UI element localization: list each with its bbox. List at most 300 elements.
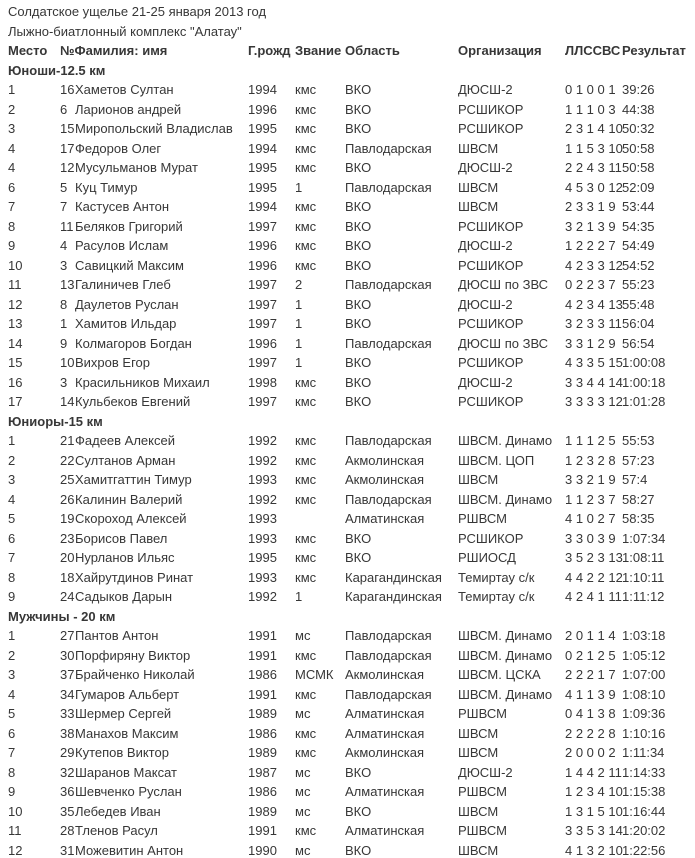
result-cell: 44:38 [622,101,655,117]
penalties-cell: 1 2 3 2 8 [565,452,616,468]
place-cell: 7 [8,199,16,214]
region-cell: Павлодарская [345,647,432,663]
result-cell: 54:52 [622,257,655,273]
penalties-cell: 4 2 3 4 13 [565,296,623,312]
org-cell: ШВСМ [458,745,499,760]
table-row [8,841,695,858]
org-cell: ШВСМ. ЦОП [458,452,535,468]
name-cell: Шаранов Максат [75,764,177,780]
rank-cell: кмс [295,472,317,487]
name-cell: Красильников Михаил [75,374,210,390]
bib-cell: 3 [60,257,68,273]
birth-cell: 1997 [248,355,277,370]
org-cell: РСШИКОР [458,355,524,370]
penalties-cell: 4 2 3 3 12 [565,257,623,273]
bib-cell: 14 [60,394,75,409]
bib-cell: 29 [60,745,75,760]
result-cell: 58:27 [622,491,655,507]
rank-cell: 1 [295,355,303,370]
place-cell: 1 [8,433,16,448]
penalties-cell: 4 3 3 5 15 [565,355,623,370]
table-row [8,178,695,198]
birth-cell: 1993 [248,569,277,585]
rank-cell: кмс [295,725,317,741]
birth-cell: 1997 [248,218,277,234]
result-cell: 50:58 [622,140,655,156]
birth-cell: 1986 [248,667,277,682]
org-cell: ШВСМ. Динамо [458,628,553,643]
org-cell: ШВСМ. Динамо [458,647,553,663]
org-cell: РСШИКОР [458,218,524,234]
bib-cell: 35 [60,803,75,819]
penalties-cell: 4 5 3 0 12 [565,179,623,195]
result-cell: 58:35 [622,511,655,526]
region-cell: ВКО [345,101,372,117]
name-cell: Вихров Егор [75,355,150,370]
org-cell: РСШИКОР [458,257,524,273]
result-cell: 53:44 [622,199,655,214]
region-cell: Павлодарская [345,686,432,702]
penalties-cell: 2 3 3 1 9 [565,199,616,214]
bib-cell: 5 [60,179,68,195]
name-cell: Порфиряну Виктор [75,647,191,663]
table-row [8,548,695,568]
event-title: Солдатское ущелье 21-25 января 2013 год [8,4,267,19]
place-cell: 2 [8,647,16,663]
bib-cell: 18 [60,569,75,585]
org-cell: РШВСМ [458,706,507,721]
org-cell: РСШИКОР [458,101,524,117]
table-row [8,80,695,100]
penalties-cell: 3 5 2 3 13 [565,550,623,565]
region-cell: Павлодарская [345,277,432,292]
penalties-cell: 3 3 0 3 9 [565,530,616,546]
bib-cell: 24 [60,589,75,604]
venue-title: Лыжно-биатлонный комплекс "Алатау" [8,23,242,39]
rank-cell: кмс [295,101,317,117]
birth-cell: 1994 [248,199,277,214]
org-cell: ДЮСШ-2 [458,764,513,780]
birth-cell: 1989 [248,745,277,760]
place-cell: 15 [8,355,23,370]
place-cell: 10 [8,257,23,273]
penalties-cell: 3 2 3 3 11 [565,316,622,331]
org-cell: ШВСМ [458,725,499,741]
rank-cell: 1 [295,179,303,195]
result-cell: 50:32 [622,121,655,136]
region-cell: Алматинская [345,725,425,741]
birth-cell: 1993 [248,511,277,526]
result-cell: 54:49 [622,238,655,253]
table-row [8,724,695,744]
region-cell: Акмолинская [345,472,425,487]
bib-cell: 12 [60,160,75,175]
result-cell: 1:00:08 [622,355,666,370]
table-row [8,704,695,724]
penalties-cell: 4 2 4 1 11 [565,589,622,604]
bib-cell: 26 [60,491,75,507]
org-cell: Темиртау с/к [458,589,535,604]
region-cell: Карагандинская [345,569,442,585]
birth-cell: 1989 [248,803,277,819]
result-cell: 1:22:56 [622,842,666,858]
birth-cell: 1989 [248,706,277,721]
rank-cell: кмс [295,745,317,760]
rank-cell: 1 [295,316,303,331]
result-cell: 50:58 [622,160,655,175]
bib-cell: 23 [60,530,75,546]
rank-cell: мс [295,764,311,780]
bib-cell: 28 [60,823,75,838]
region-cell: ВКО [345,530,372,546]
bib-cell: 34 [60,686,75,702]
birth-cell: 1993 [248,472,277,487]
birth-cell: 1998 [248,374,277,390]
name-cell: Хамитов Ильдар [75,316,177,331]
place-cell: 6 [8,530,16,546]
name-cell: Кутепов Виктор [75,745,169,760]
birth-cell: 1986 [248,784,277,799]
table-row [8,529,695,549]
region-cell: Павлодарская [345,491,432,507]
bib-cell: 21 [60,433,75,448]
region-cell: ВКО [345,764,372,780]
name-cell: Брайченко Николай [75,667,195,682]
table-row [8,119,695,139]
place-cell: 14 [8,335,23,351]
name-cell: Лебедев Иван [75,803,161,819]
table-row [8,685,695,705]
name-cell: Куц Тимур [75,179,138,195]
org-cell: ДЮСШ-2 [458,296,513,312]
place-cell: 13 [8,316,23,331]
penalties-cell: 2 3 1 4 10 [565,121,623,136]
region-cell: Алматинская [345,511,425,526]
bib-cell: 11 [60,218,74,234]
table-row [8,626,695,646]
bib-cell: 8 [60,296,68,312]
place-cell: 4 [8,491,16,507]
org-cell: РСШИКОР [458,121,524,136]
org-cell: РСШИКОР [458,316,524,331]
birth-cell: 1992 [248,433,277,448]
place-cell: 11 [8,823,22,838]
penalties-cell: 3 3 4 4 14 [565,374,623,390]
penalties-cell: 4 1 0 2 7 [565,511,616,526]
penalties-cell: 3 3 3 3 12 [565,394,623,409]
birth-cell: 1986 [248,725,277,741]
bib-cell: 37 [60,667,75,682]
place-cell: 9 [8,784,16,799]
name-cell: Беляков Григорий [75,218,183,234]
name-cell: Даулетов Руслан [75,296,179,312]
bib-cell: 31 [60,842,75,858]
rank-cell: 1 [295,296,303,312]
bib-cell: 38 [60,725,75,741]
rank-cell: кмс [295,394,317,409]
penalties-cell: 1 1 1 2 5 [565,433,616,448]
rank-cell: кмс [295,199,317,214]
birth-cell: 1991 [248,686,277,702]
header-rank: Звание [295,43,342,58]
penalties-cell: 0 1 0 0 1 [565,82,616,97]
result-cell: 1:15:38 [622,784,666,799]
rank-cell: мс [295,842,311,858]
name-cell: Колмагоров Богдан [75,335,192,351]
org-cell: ДЮСШ-2 [458,82,513,97]
place-cell: 6 [8,725,16,741]
org-cell: ШВСМ [458,199,499,214]
org-cell: РШВСМ [458,784,507,799]
penalties-cell: 1 2 3 4 10 [565,784,623,799]
section-title: Юниоры-15 км [8,413,103,429]
table-row [8,568,695,588]
result-cell: 55:53 [622,433,655,448]
result-cell: 54:35 [622,218,655,234]
region-cell: ВКО [345,296,372,312]
table-row [8,256,695,276]
penalties-cell: 1 3 1 5 10 [565,803,623,819]
birth-cell: 1996 [248,238,277,253]
header-penalties: ЛЛССВС [565,43,621,58]
bib-cell: 33 [60,706,75,721]
bib-cell: 6 [60,101,68,117]
place-cell: 8 [8,764,16,780]
table-row [8,743,695,763]
penalties-cell: 2 0 1 1 4 [565,628,616,643]
table-row [8,236,695,256]
rank-cell: кмс [295,257,317,273]
place-cell: 10 [8,803,23,819]
name-cell: Хамитгаттин Тимур [75,472,192,487]
region-cell: ВКО [345,803,372,819]
result-cell: 52:09 [622,179,655,195]
table-header [8,41,695,61]
result-cell: 1:08:10 [622,686,666,702]
region-cell: Акмолинская [345,667,425,682]
result-cell: 1:03:18 [622,628,666,643]
region-cell: ВКО [345,316,372,331]
penalties-cell: 2 2 2 2 8 [565,725,616,741]
place-cell: 8 [8,218,16,234]
bib-cell: 16 [60,82,75,97]
org-cell: ДЮСШ по ЗВС [458,277,549,292]
org-cell: РСШИКОР [458,530,524,546]
org-cell: РСШИКОР [458,394,524,409]
birth-cell: 1991 [248,647,277,663]
rank-cell: кмс [295,823,317,838]
penalties-cell: 4 1 3 2 10 [565,842,623,858]
region-cell: ВКО [345,842,372,858]
rank-cell: кмс [295,686,317,702]
bib-cell: 17 [60,140,75,156]
birth-cell: 1997 [248,277,277,292]
rank-cell: мс [295,706,311,721]
bib-cell: 4 [60,238,68,253]
name-cell: Тленов Расул [75,823,158,838]
org-cell: РШВСМ [458,823,507,838]
table-row [8,665,695,685]
bib-cell: 20 [60,550,75,565]
header-result: Результат [622,43,686,58]
name-cell: Федоров Олег [75,140,162,156]
penalties-cell: 1 2 2 2 7 [565,238,616,253]
place-cell: 3 [8,667,16,682]
region-cell: ВКО [345,374,372,390]
rank-cell: кмс [295,550,317,565]
bib-cell: 15 [60,121,75,136]
place-cell: 2 [8,452,16,468]
rank-cell: кмс [295,374,317,390]
org-cell: ШВСМ [458,179,499,195]
name-cell: Шевченко Руслан [75,784,182,799]
name-cell: Можевитин Антон [75,842,184,858]
name-cell: Ларионов андрей [75,101,182,117]
birth-cell: 1992 [248,452,277,468]
org-cell: ШВСМ. Динамо [458,686,553,702]
place-cell: 9 [8,238,16,253]
rank-cell: кмс [295,140,317,156]
place-cell: 4 [8,686,16,702]
rank-cell: кмс [295,433,317,448]
table-row [8,490,695,510]
rank-cell: МСМК [295,667,334,682]
birth-cell: 1992 [248,491,277,507]
org-cell: ШВСМ [458,140,499,156]
result-cell: 1:01:28 [622,394,666,409]
header-name: №Фамилия: имя [60,43,168,58]
penalties-cell: 0 2 1 2 5 [565,647,616,663]
penalties-cell: 1 4 4 2 11 [565,764,622,780]
result-cell: 1:07:00 [622,667,666,682]
birth-cell: 1995 [248,550,277,565]
table-row [8,392,695,412]
table-row [8,763,695,783]
penalties-cell: 1 1 2 3 7 [565,491,616,507]
place-cell: 1 [8,82,16,97]
place-cell: 9 [8,589,16,604]
result-cell: 1:10:16 [622,725,666,741]
name-cell: Шермер Сергей [75,706,172,721]
rank-cell: мс [295,784,311,799]
rank-cell: кмс [295,160,317,175]
table-row [8,158,695,178]
bib-cell: 25 [60,472,75,487]
table-row [8,295,695,315]
org-cell: ШВСМ [458,842,499,858]
region-cell: ВКО [345,238,372,253]
rank-cell [295,509,345,529]
name-cell: Садыков Дарын [75,589,173,604]
place-cell: 3 [8,121,16,136]
org-cell: ШВСМ [458,803,499,819]
region-cell: Павлодарская [345,335,432,351]
penalties-cell: 3 3 5 3 14 [565,823,623,838]
result-cell: 1:05:12 [622,647,666,663]
region-cell: Павлодарская [345,433,432,448]
table-row [8,217,695,237]
rank-cell: кмс [295,530,317,546]
place-cell: 2 [8,101,16,117]
table-row [8,373,695,393]
region-cell: ВКО [345,82,372,97]
region-cell: Павлодарская [345,140,432,156]
table-row [8,646,695,666]
rank-cell: кмс [295,452,317,468]
region-cell: Павлодарская [345,179,432,195]
rank-cell: 1 [295,589,303,604]
section-title: Юноши-12.5 км [8,62,106,78]
name-cell: Савицкий Максим [75,257,184,273]
result-cell: 1:07:34 [622,530,666,546]
region-cell: Алматинская [345,706,425,721]
penalties-cell: 3 3 1 2 9 [565,335,616,351]
place-cell: 17 [8,394,23,409]
table-row [8,334,695,354]
place-cell: 3 [8,472,16,487]
penalties-cell: 1 1 5 3 10 [565,140,623,156]
place-cell: 6 [8,179,16,195]
org-cell: ДЮСШ-2 [458,374,513,390]
name-cell: Султанов Арман [75,452,176,468]
penalties-cell: 1 1 1 0 3 [565,101,616,117]
result-cell: 56:04 [622,316,655,331]
birth-cell: 1996 [248,257,277,273]
name-cell: Нурланов Ильяс [75,550,175,565]
place-cell: 4 [8,140,16,156]
bib-cell: 10 [60,355,75,370]
place-cell: 8 [8,569,16,585]
birth-cell: 1997 [248,316,277,331]
rank-cell: 2 [295,277,303,292]
bib-cell: 27 [60,628,75,643]
org-cell: ДЮСШ-2 [458,238,513,253]
birth-cell: 1995 [248,179,277,195]
header-birth: Г.рожд [248,43,291,58]
place-cell: 16 [8,374,23,390]
result-cell: 1:16:44 [622,803,666,819]
name-cell: Борисов Павел [75,530,168,546]
table-row [8,275,695,295]
name-cell: Калинин Валерий [75,491,183,507]
result-cell: 1:20:02 [622,823,666,838]
rank-cell: мс [295,628,311,643]
bib-cell: 19 [60,511,75,526]
birth-cell: 1994 [248,140,277,156]
result-cell: 1:00:18 [622,374,666,390]
org-cell: РШВСМ [458,511,507,526]
penalties-cell: 2 2 4 3 11 [565,160,622,175]
name-cell: Расулов Ислам [75,238,169,253]
result-cell: 55:23 [622,277,655,292]
table-row [8,100,695,120]
table-row [8,470,695,490]
name-cell: Кульбеков Евгений [75,394,191,409]
place-cell: 11 [8,277,22,292]
table-row [8,587,695,607]
birth-cell: 1993 [248,530,277,546]
result-cell: 1:08:11 [622,550,665,565]
rank-cell: кмс [295,569,317,585]
penalties-cell: 0 2 2 3 7 [565,277,616,292]
name-cell: Галиничев Глеб [75,277,171,292]
penalties-cell: 2 2 2 1 7 [565,667,616,682]
table-row [8,139,695,159]
bib-cell: 7 [60,199,68,214]
bib-cell: 32 [60,764,75,780]
header-org: Организация [458,43,542,58]
region-cell: ВКО [345,257,372,273]
